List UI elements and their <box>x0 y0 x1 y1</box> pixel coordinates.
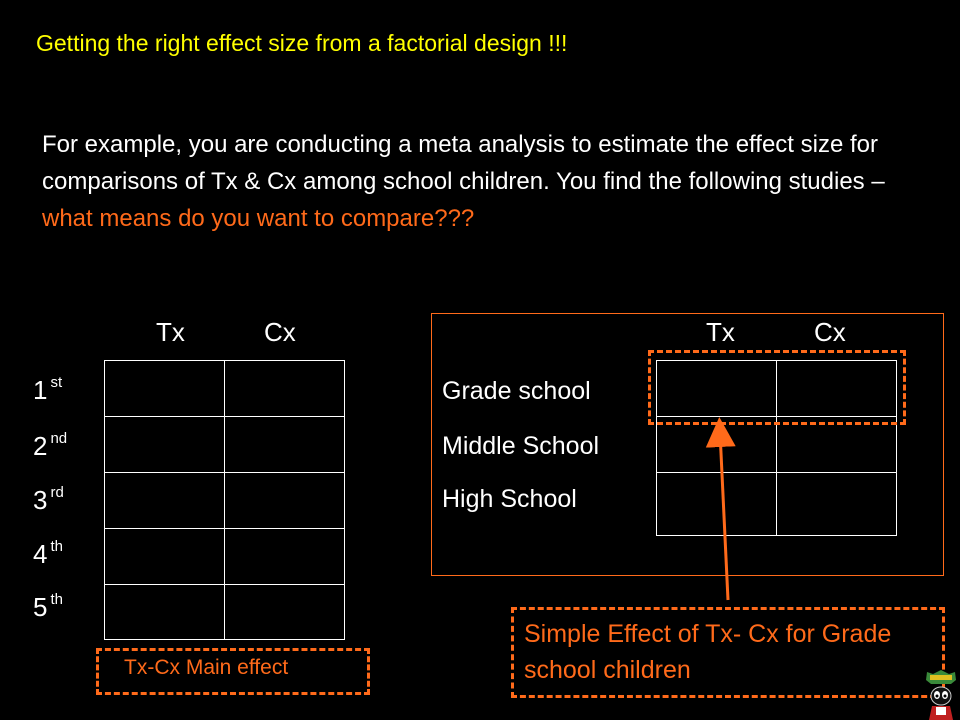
intro-question: what means do you want to compare??? <box>42 205 475 232</box>
grade-row-label: 2 $^{nd}$ <box>33 430 68 461</box>
simple-effect-label: Simple Effect of Tx- Cx for Grade school children <box>524 620 892 684</box>
left-col-tx: Tx <box>156 317 185 347</box>
right-col-tx: Tx <box>706 317 735 347</box>
intro-text: For example, you are conducting a meta analysis to estimate the effect size for comparisons of Tx & Cx among school children. You find the following studies – <box>42 131 885 195</box>
main-effect-label: Tx-Cx Main effect <box>124 656 289 679</box>
grade-row-label: 5 $^{th}$ <box>33 591 63 622</box>
school-row-label: Grade school <box>442 377 591 405</box>
grade-row-label: 1 $^{st}$ <box>33 374 63 405</box>
right-col-cx: Cx <box>814 317 846 347</box>
school-row-label: High School <box>442 485 577 513</box>
grade-row-label: 3 $^{rd}$ <box>33 484 64 515</box>
slide-title: Getting the right effect size from a factorial design !!! <box>36 30 568 56</box>
left-col-cx: Cx <box>264 317 296 347</box>
cartoon-mascot-icon <box>922 668 960 720</box>
grade-row-label: 4 $^{th}$ <box>33 538 63 569</box>
school-row-label: Middle School <box>442 432 600 460</box>
